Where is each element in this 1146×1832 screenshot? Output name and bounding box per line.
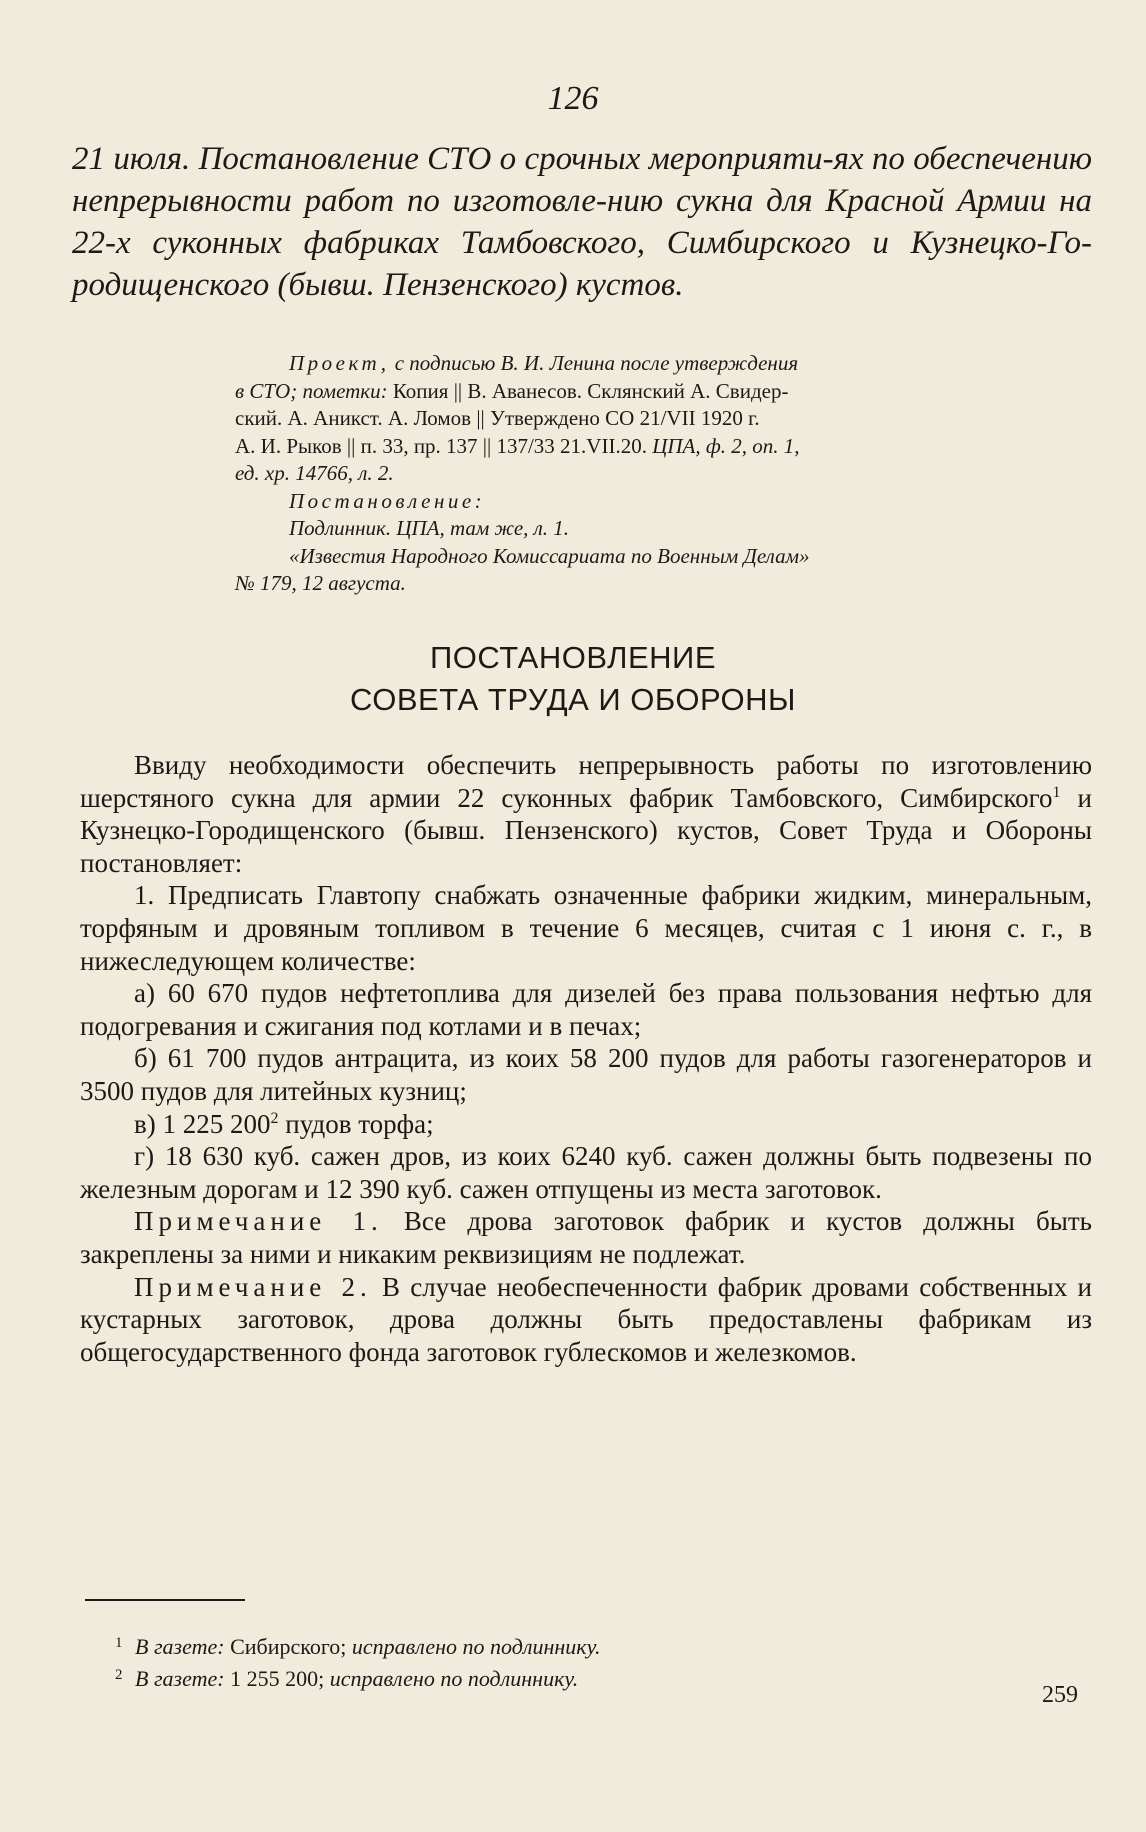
source-text: с подписью В. И. Ленина после утверждения [389, 351, 799, 375]
source-label-resolution [235, 488, 1093, 516]
source-line: № 179, 12 августа. [235, 571, 406, 595]
document-title: 21 июля. Постановление СТО о срочных мероприяти-ях по обеспечению непрерывности работ по изготовле-нию сукна для Красной Армии на 22-х суконных фабриках Тамбовского, Симбирского и Кузнецко-Го-родищенского (бывш. Пензенского) кустов. [72, 141, 1092, 303]
source-line [235, 378, 1093, 406]
footnote: 1 В газете: Сибирского; исправлено по подлиннику. [115, 1634, 601, 1659]
source-label-project: Проект, [289, 351, 390, 375]
footnotes [115, 1631, 1035, 1695]
item-a: а) 60 670 пудов нефтетоплива для дизелей без права пользования нефтью для подогревания и сжигания под котлами и в печах; [80, 978, 1092, 1041]
heading-line: СОВЕТА ТРУДА И ОБОРОНЫ [350, 682, 796, 717]
item-b: б) 61 700 пудов антрацита, из коих 58 200 пудов для работы газогенераторов и 3500 пудов для литейных кузниц; [80, 1043, 1092, 1106]
source-line [235, 543, 1093, 571]
footnote-divider [85, 1599, 245, 1601]
resolution-heading [0, 637, 1146, 721]
item-g: г) 18 630 куб. сажен дров, из коих 6240 куб. сажен должны быть подвезены по железным дорогам и 12 390 куб. сажен отпущены из места заготовок. [80, 1141, 1092, 1204]
source-label-notes: в СТО; пометки: [235, 378, 388, 403]
source-text: Копия || В. Аванесов. Склянский А. Свидер- [387, 378, 789, 403]
document-number: 126 [547, 80, 599, 117]
page-number: 259 [1042, 1682, 1078, 1708]
source-line [235, 515, 1093, 543]
footnote: 2 В газете: 1 255 200; исправлено по подлиннику. [115, 1666, 579, 1691]
source-line [235, 433, 1093, 461]
source-text: Постановление: [289, 488, 486, 513]
source-text: Подлинник. ЦПА, там же, л. 1. [289, 516, 570, 540]
resolution-body [80, 749, 1092, 1368]
source-text: А. И. Рыков || п. 33, пр. 137 || 137/33 21.VII.20. [235, 433, 653, 458]
source-text: «Известия Народного Комиссариата по Военным Делам» [289, 543, 810, 568]
item-1: 1. Предписать Главтопу снабжать означенные фабрики жидким, минеральным, торфяным и дровяным топливом в течение 6 месяцев, считая с 1 июня с. г., в нижеследующем количестве: [80, 880, 1092, 976]
source-archive: ЦПА, ф. 2, оп. 1, [652, 433, 800, 458]
heading-line: ПОСТАНОВЛЕНИЕ [429, 640, 717, 675]
source-line: ский. А. Аникст. А. Ломов || Утверждено СО 21/VII 1920 г. [235, 406, 760, 430]
footnote-ref: 2 [270, 1109, 279, 1127]
source-line [235, 350, 1093, 378]
footnote-ref: 1 [1052, 783, 1061, 801]
intro-paragraph: Ввиду необходимости обеспечить непрерывность работы по изготовлению шерстяного сукна для армии 22 суконных фабрик Тамбовского, Симбирского$^1$ и Кузнецко-Городищенского (бывш. Пензенского) кустов, Совет Труда и Обороны постановляет: [80, 750, 1093, 878]
note-1: Примечание 1. Все дрова заготовок фабрик и кустов должны быть закреплены за ними и никаким реквизициям не подлежат. [80, 1206, 1092, 1269]
item-v: в) 1 225 $200^2$ пудов торфа; [134, 1108, 434, 1139]
source-description [235, 350, 1093, 598]
source-line: ед. хр. 14766, л. 2. [235, 461, 394, 485]
note-2: Примечание 2. В случае необеспеченности фабрик дровами собственных и кустарных заготовок, дрова должны быть предоставлены фабрикам из общегосударственного фонда заготовок гублескомов и железкомов. [80, 1271, 1093, 1367]
